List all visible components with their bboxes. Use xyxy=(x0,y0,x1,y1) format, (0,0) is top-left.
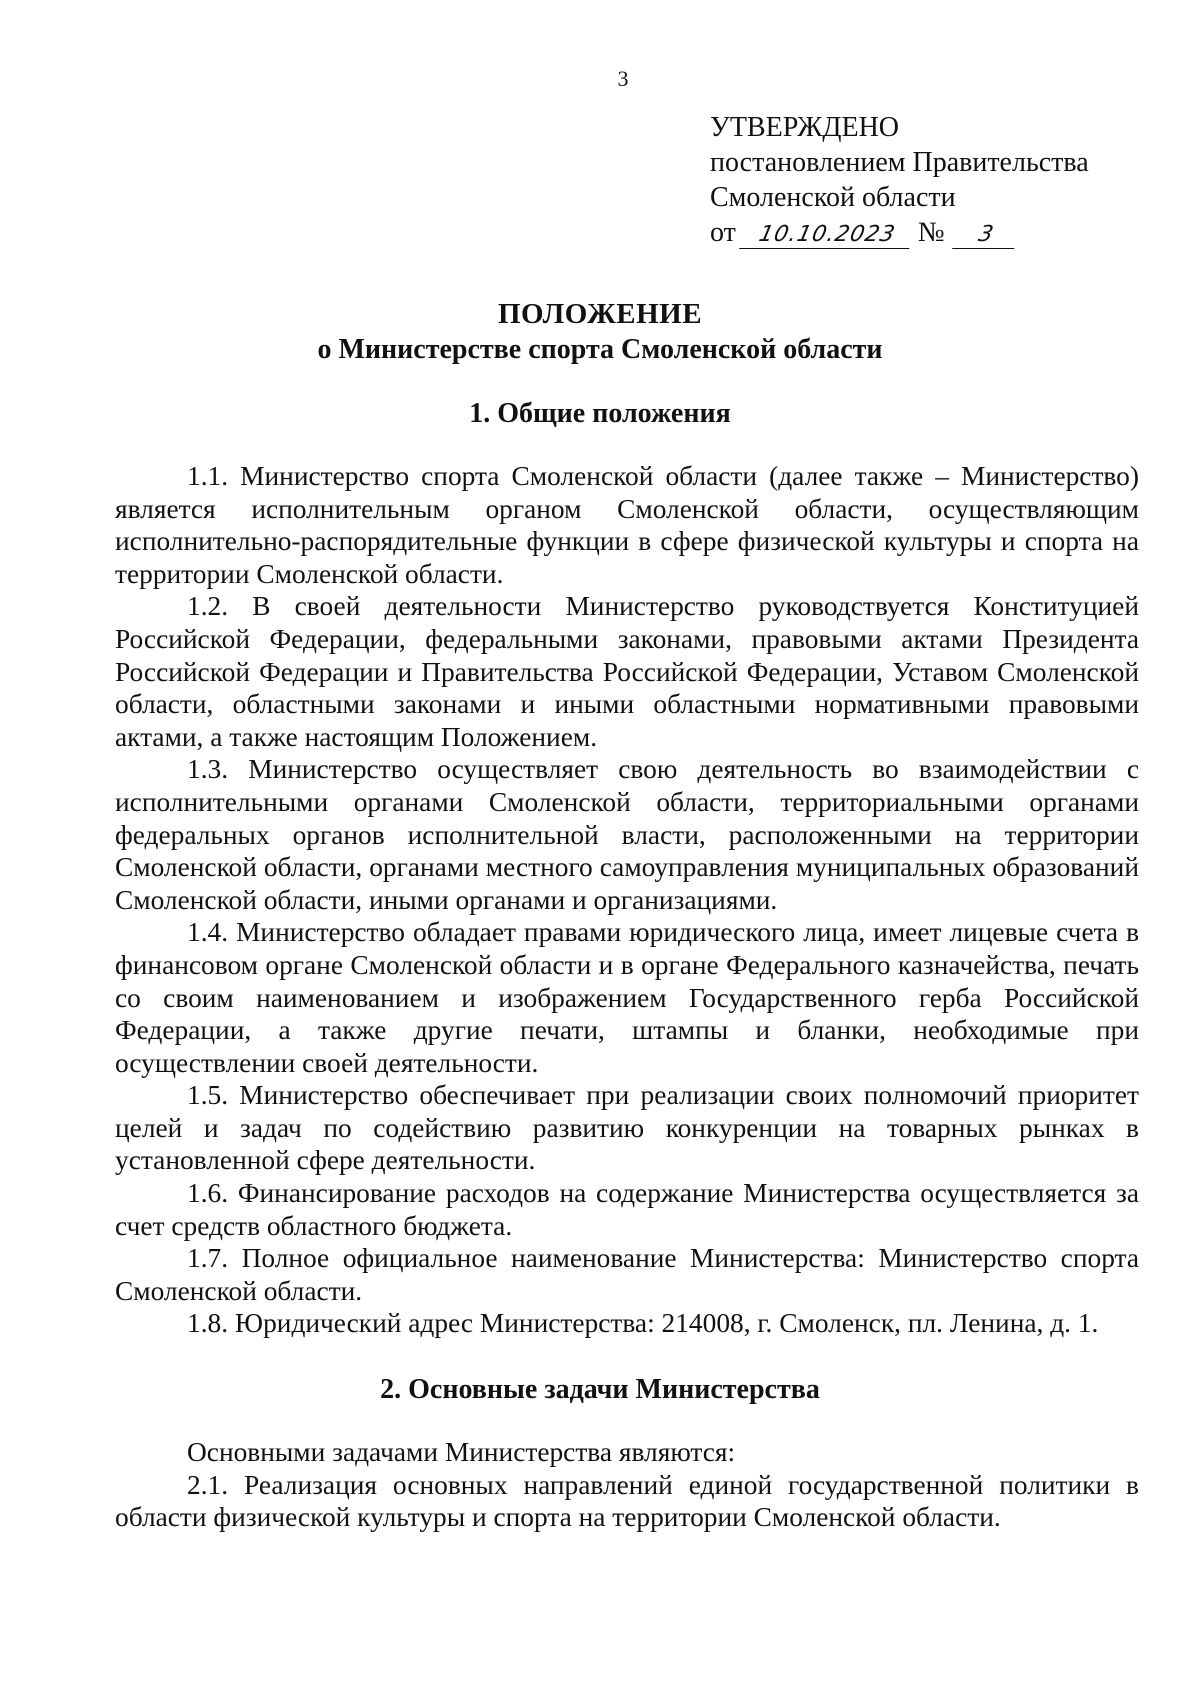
paragraph: 1.8. Юридический адрес Министерства: 214008, г. Смоленск, пл. Ленина, д. 1. xyxy=(187,1308,1099,1339)
number-label: № xyxy=(917,217,945,248)
paragraph: Основными задачами Министерства являются: xyxy=(187,1437,736,1467)
paragraph: 1.3. Министерство осуществляет свою деятельность во взаимодействии с исполнительными органами Смоленской области, территориальными органами федеральных органов исполнительной власти, расположенными на территории Смоленской области, органами местного самоуправления муниципальных образований Смоленской области, иными органами и организациями. xyxy=(115,754,1139,915)
paragraph: 1.4. Министерство обладает правами юридического лица, имеет лицевые счета в финансовом органе Смоленской области и в органе Федерального казначейства, печать со своим наименованием и изображением Государственного герба Российской Федерации, а также другие печати, штампы и бланки, необходимые при осуществлении своей деятельности. xyxy=(115,917,1139,1078)
paragraph: 1.2. В своей деятельности Министерство руководствуется Конституцией Российской Федерации, федеральными законами, правовыми актами Президента Российской Федерации и Правительства Российской Федерации, Уставом Смоленской области, областными законами и иными областными нормативными правовыми актами, а также настоящим Положением. xyxy=(115,591,1139,752)
from-label: от xyxy=(710,217,736,248)
approval-line: постановлением Правительства xyxy=(710,147,1089,178)
paragraph: 1.1. Министерство спорта Смоленской области (далее также – Министерство) является исполнительным органом Смоленской области, осуществляющим исполнительно-распорядительные функции в сфере физической культуры и спорта на территории Смоленской области. xyxy=(115,461,1139,589)
approval-stamp-block xyxy=(710,110,1089,250)
handwritten-number: 3 xyxy=(952,222,1020,249)
document-title: ПОЛОЖЕНИЕ xyxy=(497,298,703,330)
paragraph: 1.6. Финансирование расходов на содержание Министерства осуществляется за счет средств областного бюджета. xyxy=(115,1178,1139,1241)
paragraph: 2.1. Реализация основных направлений единой государственной политики в области физической культуры и спорта на территории Смоленской области. xyxy=(115,1469,1139,1533)
page-number: 3 xyxy=(617,66,629,91)
document-subtitle: о Министерстве спорта Смоленской области xyxy=(317,334,883,365)
paragraph: 1.7. Полное официальное наименование Министерства: Министерство спорта Смоленской области. xyxy=(115,1243,1139,1306)
approval-heading: УТВЕРЖДЕНО xyxy=(710,112,900,143)
handwritten-date: 10.10.2023 xyxy=(739,222,915,249)
approval-date-line xyxy=(710,215,1089,250)
section-heading: 2. Основные задачи Министерства xyxy=(380,1374,820,1405)
section-heading: 1. Общие положения xyxy=(469,398,731,429)
approval-line: Смоленской области xyxy=(710,182,956,213)
paragraph: 1.5. Министерство обеспечивает при реализации своих полномочий приоритет целей и задач по содействию развитию конкуренции на товарных рынках в установленной сфере деятельности. xyxy=(115,1080,1139,1176)
section-body xyxy=(115,460,1139,1340)
section-body xyxy=(115,1436,1139,1534)
